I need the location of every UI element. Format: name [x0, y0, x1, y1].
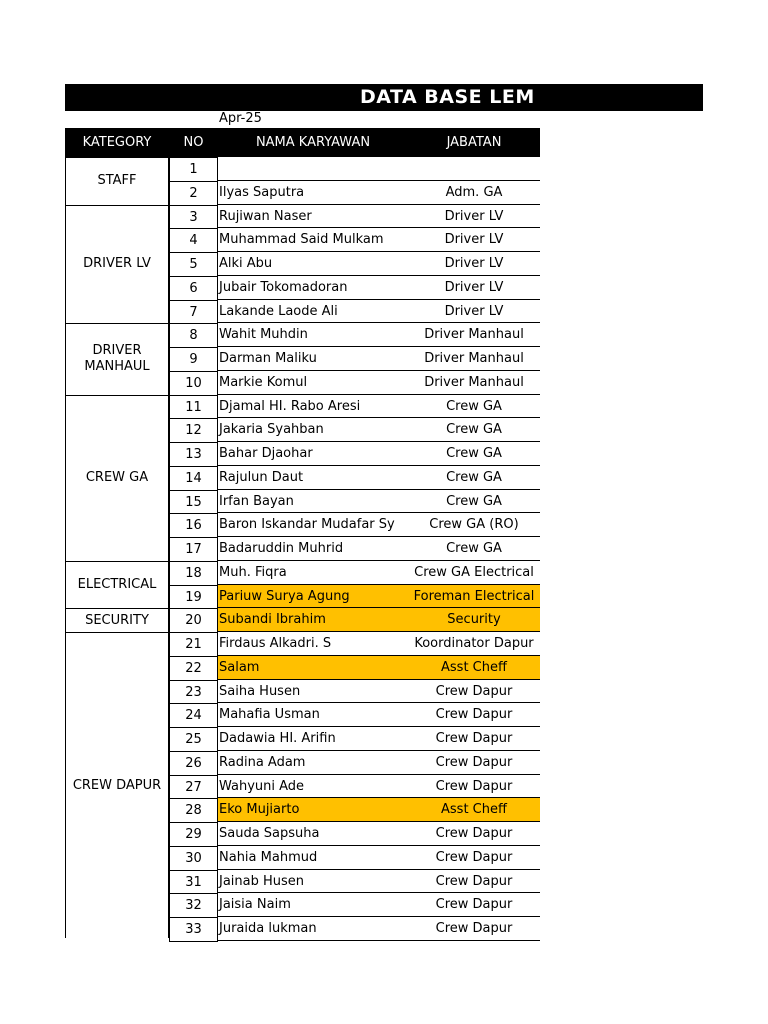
employee-position: Foreman Electrical — [413, 588, 535, 604]
employee-position: Crew Dapur — [435, 826, 513, 841]
employee-name: Badaruddin Muhrid — [219, 541, 344, 556]
row-number: 15 — [169, 490, 218, 515]
employee-position: Driver LV — [444, 279, 504, 295]
employee-name: Alki Abu — [219, 256, 273, 271]
employee-name: Wahyuni Ade — [219, 778, 305, 794]
employee-name: Nahia Mahmud — [219, 849, 318, 865]
employee-position: Crew Dapur — [435, 849, 513, 865]
employee-name: Ilyas Saputra — [219, 184, 305, 200]
row-number: 1 — [169, 157, 218, 182]
row-number: 25 — [169, 727, 218, 752]
employee-name: Rajulun Daut — [219, 469, 304, 485]
employee-name: Darman Maliku — [219, 351, 317, 366]
employee-position: Driver Manhaul — [424, 374, 524, 390]
employee-position: Driver LV — [444, 208, 504, 224]
row-number: 19 — [169, 585, 218, 610]
header-no: NO — [169, 128, 218, 157]
title-bar-left — [65, 84, 168, 111]
row-number: 12 — [169, 418, 218, 443]
row-number: 4 — [169, 228, 218, 253]
period-label: Apr-25 — [219, 111, 262, 126]
row-number: 24 — [169, 703, 218, 728]
category-cell: CREW DAPUR — [65, 632, 169, 938]
employee-position: Driver Manhaul — [424, 327, 524, 343]
employee-name: Wahit Muhdin — [219, 327, 308, 343]
employee-name: Saiha Husen — [219, 683, 301, 699]
row-number: 10 — [169, 371, 218, 396]
row-number: 18 — [169, 561, 218, 586]
row-number: 11 — [169, 395, 218, 420]
employee-name: Pariuw Surya Agung — [219, 588, 350, 604]
employee-name: Jaisia Naim — [219, 897, 291, 913]
row-number: 16 — [169, 513, 218, 538]
row-number: 8 — [169, 323, 218, 348]
employee-position: Driver LV — [444, 256, 504, 271]
employee-position: Crew GA — [446, 398, 502, 414]
employee-name: Irfan Bayan — [219, 493, 294, 509]
employee-position: Crew Dapur — [435, 778, 513, 794]
row-number: 6 — [169, 276, 218, 301]
row-number: 20 — [169, 608, 218, 633]
employee-name: Rujiwan Naser — [219, 208, 312, 224]
row-number: 28 — [169, 798, 218, 823]
category-cell: CREW GA — [65, 395, 169, 562]
category-cell: ELECTRICAL — [65, 561, 169, 610]
employee-position: Crew GA — [446, 446, 502, 461]
employee-name: Juraida lukman — [219, 921, 317, 936]
employee-position: Crew Dapur — [435, 897, 513, 913]
employee-position: Crew GA Electrical — [414, 564, 534, 580]
row-number: 32 — [169, 893, 218, 918]
row-number: 21 — [169, 632, 218, 657]
employee-position: Asst Cheff — [441, 802, 507, 818]
category-cell: SECURITY — [65, 608, 169, 633]
employee-position — [408, 157, 540, 181]
employee-name: Lakande Laode Ali — [219, 303, 338, 319]
row-number: 2 — [169, 181, 218, 206]
row-number: 31 — [169, 870, 218, 895]
employee-name: Jubair Tokomadoran — [219, 279, 348, 295]
employee-name: Muhammad Said Mulkam — [219, 232, 384, 248]
employee-name: Muh. Fiqra — [219, 564, 287, 580]
row-number: 27 — [169, 775, 218, 800]
employee-position: Crew Dapur — [435, 683, 513, 699]
row-number: 7 — [169, 300, 218, 325]
row-number: 5 — [169, 252, 218, 277]
employee-position: Crew Dapur — [435, 731, 513, 746]
employee-position: Driver LV — [444, 232, 504, 248]
employee-name: Firdaus Alkadri. S — [219, 636, 332, 651]
category-cell: DRIVER MANHAUL — [65, 323, 169, 395]
category-cell: DRIVER LV — [65, 205, 169, 325]
row-number: 33 — [169, 917, 218, 942]
row-number: 29 — [169, 822, 218, 847]
employee-name: Mahafia Usman — [219, 707, 320, 723]
employee-position: Driver LV — [444, 303, 504, 319]
employee-name — [218, 157, 408, 181]
employee-position: Crew GA — [446, 541, 502, 556]
title-bar-right — [540, 84, 703, 111]
employee-name: Markie Komul — [219, 374, 308, 390]
employee-name: Subandi Ibrahim — [219, 612, 326, 628]
employee-position: Crew Dapur — [435, 873, 513, 889]
header-jabatan: JABATAN — [408, 128, 540, 157]
employee-name: Radina Adam — [219, 754, 306, 770]
employee-position: Driver Manhaul — [424, 351, 524, 366]
employee-position: Crew GA — [446, 422, 502, 438]
employee-name: Sauda Sapsuha — [219, 826, 320, 841]
employee-position: Crew Dapur — [435, 707, 513, 723]
row-number: 22 — [169, 656, 218, 681]
employee-name: Salam — [219, 659, 260, 675]
employee-position: Koordinator Dapur — [414, 636, 534, 651]
employee-position: Security — [447, 612, 501, 628]
header-nama: NAMA KARYAWAN — [218, 128, 408, 157]
row-number: 13 — [169, 442, 218, 467]
employee-name: Jainab Husen — [219, 873, 305, 889]
employee-position: Crew Dapur — [435, 754, 513, 770]
row-number: 3 — [169, 205, 218, 230]
employee-name: Bahar Djaohar — [219, 446, 313, 461]
employee-position: Crew GA — [446, 493, 502, 509]
row-number: 23 — [169, 680, 218, 705]
employee-name: Baron Iskandar Mudafar Sy — [219, 517, 395, 533]
employee-name: Jakaria Syahban — [219, 422, 324, 438]
row-number: 17 — [169, 537, 218, 562]
employee-position: Adm. GA — [445, 184, 503, 200]
employee-name: Djamal HI. Rabo Aresi — [219, 398, 361, 414]
category-cell: STAFF — [65, 157, 169, 206]
employee-position: Crew GA (RO) — [429, 517, 519, 533]
row-number: 30 — [169, 846, 218, 871]
employee-name: Dadawia HI. Arifin — [219, 731, 336, 746]
row-number: 26 — [169, 751, 218, 776]
employee-position: Crew GA — [446, 469, 502, 485]
employee-position: Crew Dapur — [435, 921, 513, 936]
employee-position: Asst Cheff — [441, 659, 507, 675]
employee-name: Eko Mujiarto — [219, 802, 300, 818]
row-number: 9 — [169, 347, 218, 372]
page-title: DATA BASE LEM — [168, 84, 540, 111]
row-number: 14 — [169, 466, 218, 491]
header-kategory: KATEGORY — [65, 128, 169, 157]
